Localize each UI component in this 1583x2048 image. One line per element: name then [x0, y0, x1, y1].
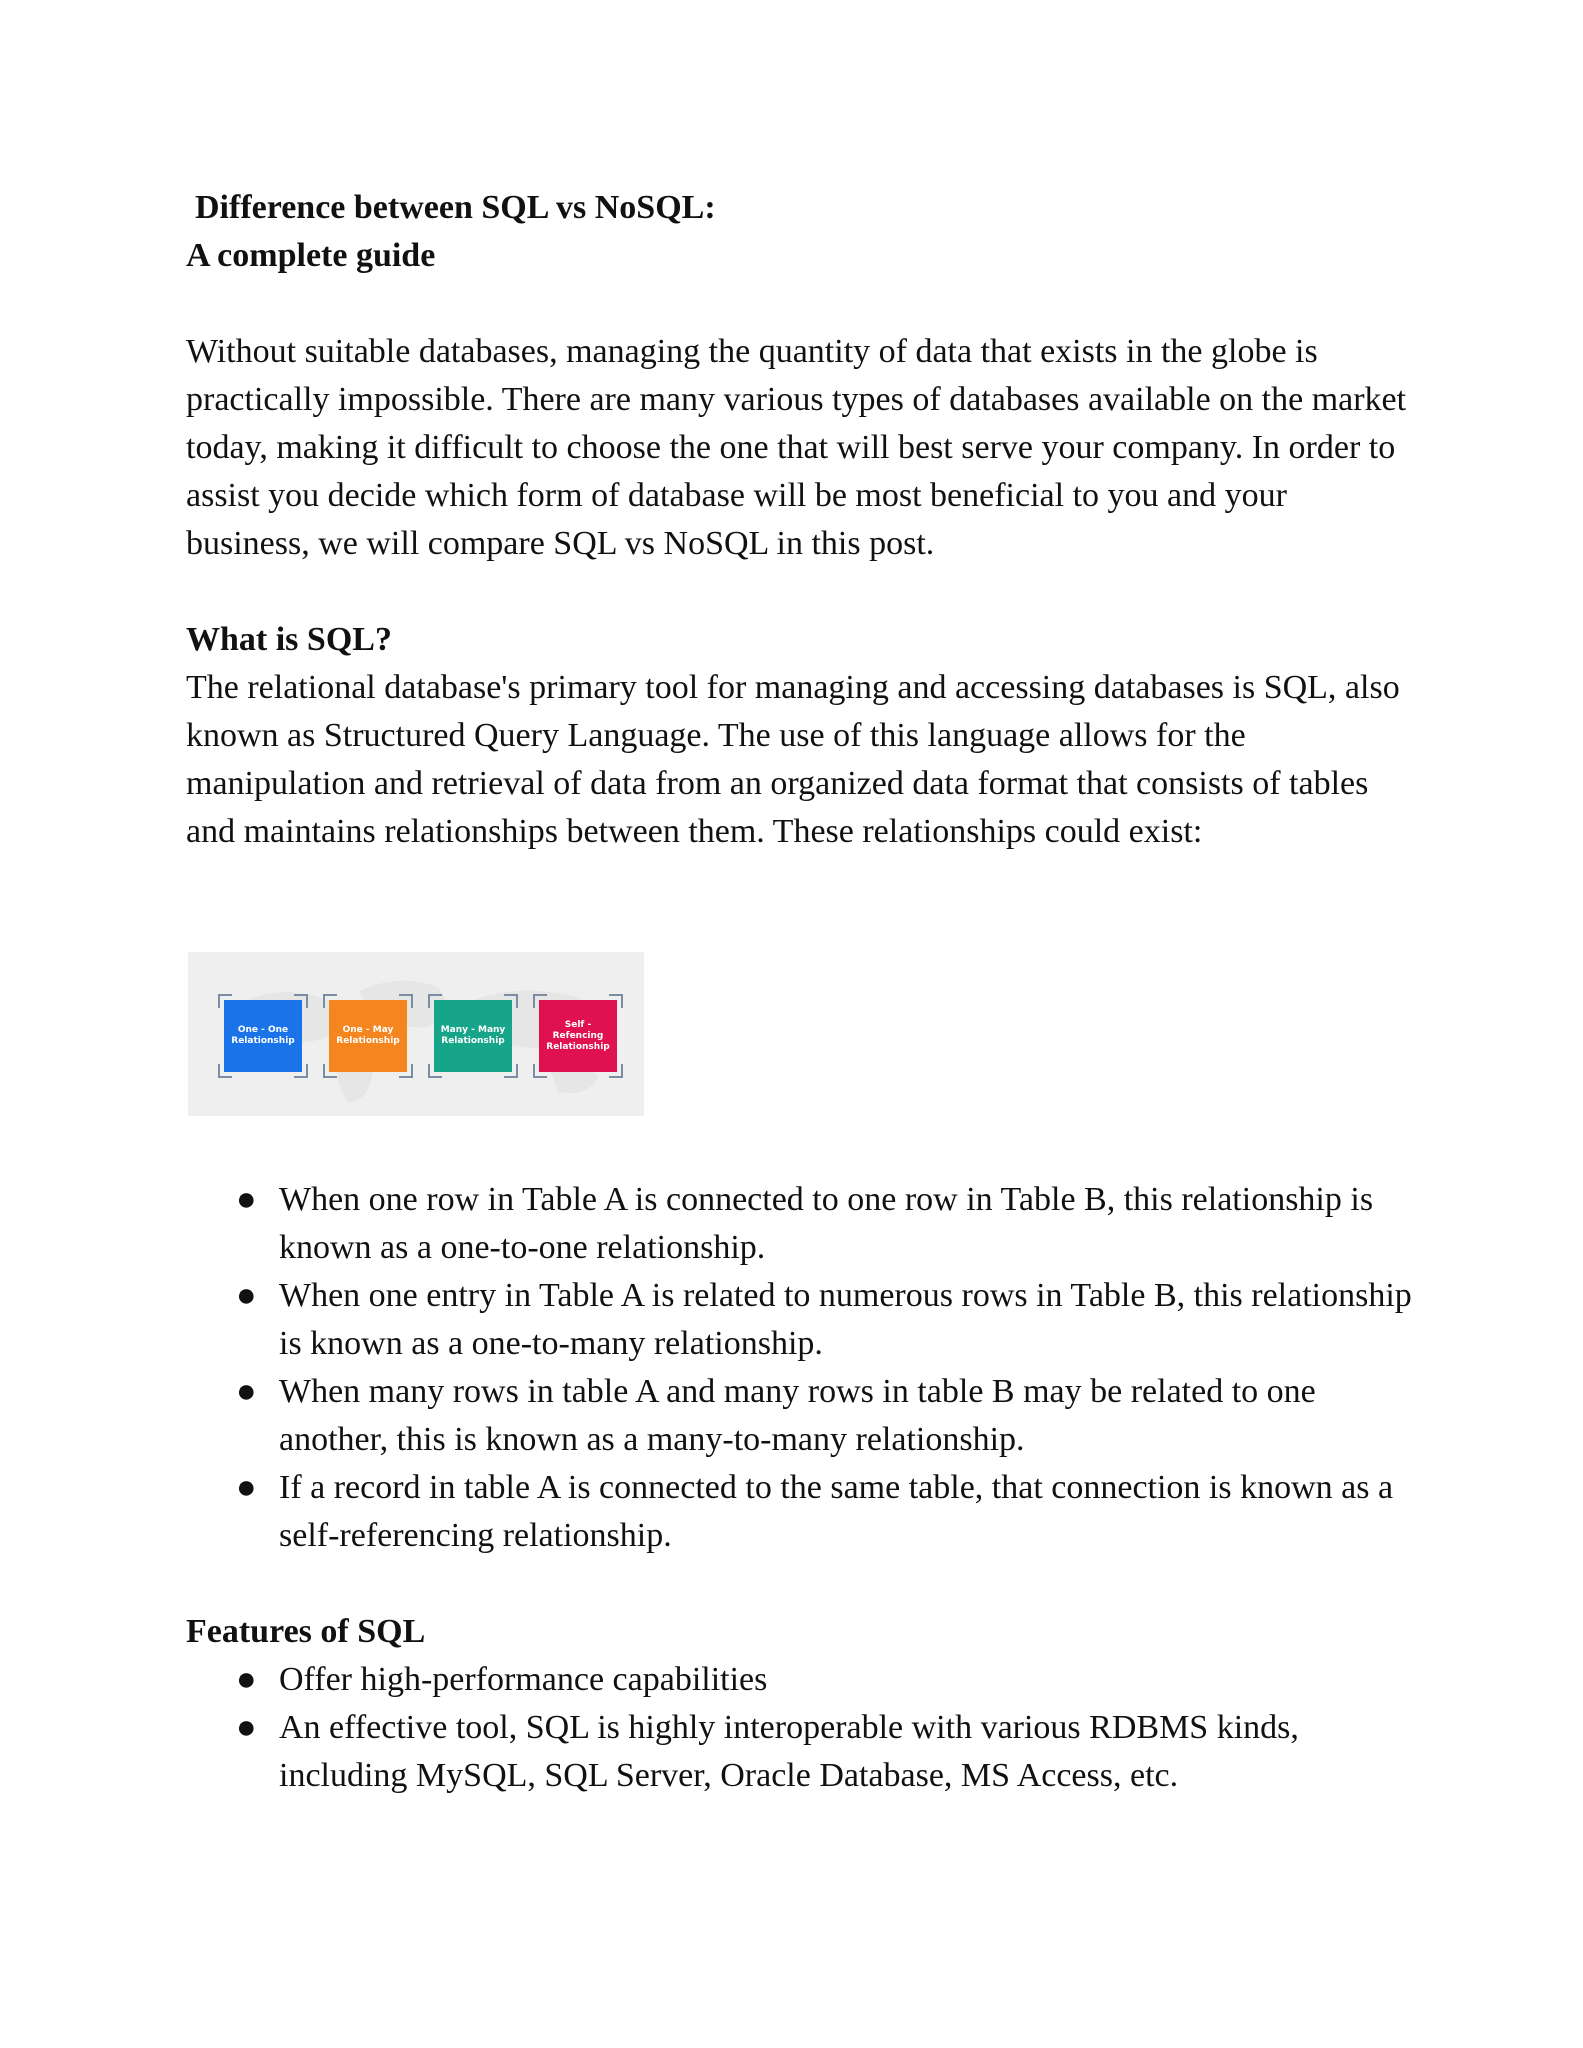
one-to-many-card — [323, 994, 413, 1078]
bullet-icon: ● — [236, 1661, 257, 1698]
relationship-types-image — [188, 952, 644, 1116]
intro-paragraph — [186, 328, 1416, 568]
features-list — [186, 1656, 1416, 1800]
list-item-text: Offer high-performance capabilities — [279, 1661, 768, 1698]
what-is-sql-body: The relational database's primary tool for managing and accessing databases is SQL, also known as Structured Query Language. The use of this language allows for the manipulation and retrieval of data from an organized data format that consists of tables and maintains relationships between them. These relationships could exist: — [186, 669, 1400, 850]
list-item-text: When one row in Table A is connected to one row in Table B, this relationship is known as a one-to-one relationship. — [279, 1181, 1374, 1266]
many-to-many-label: Many - Many Relationship — [440, 1025, 506, 1046]
what-is-sql-section — [186, 616, 1416, 856]
many-to-many-card — [428, 994, 518, 1078]
list-item — [186, 1176, 1416, 1272]
list-item — [186, 1272, 1416, 1368]
list-item — [186, 1704, 1416, 1800]
list-item-text: When one entry in Table A is related to numerous rows in Table B, this relationship is known as a one-to-many relationship. — [279, 1277, 1412, 1362]
list-item-text: An effective tool, SQL is highly interoperable with various RDBMS kinds, including MySQL, SQL Server, Oracle Database, MS Access, etc. — [279, 1709, 1299, 1794]
list-item — [186, 1368, 1416, 1464]
bullet-icon: ● — [236, 1181, 257, 1218]
bullet-icon: ● — [236, 1469, 257, 1506]
self-referencing-box — [539, 1000, 617, 1072]
title-line-1: Difference between SQL vs NoSQL: — [195, 189, 716, 226]
one-to-many-label: One - May Relationship — [336, 1025, 400, 1046]
list-item-text: When many rows in table A and many rows in table B may be related to one another, this is known as a many-to-many relationship. — [279, 1373, 1316, 1458]
title-line-2: A complete guide — [186, 237, 436, 274]
bullet-icon: ● — [236, 1373, 257, 1410]
one-to-one-box — [224, 1000, 302, 1072]
many-to-many-box — [434, 1000, 512, 1072]
one-to-one-label: One - One Relationship — [231, 1025, 295, 1046]
document-title — [186, 184, 1416, 280]
bullet-icon: ● — [236, 1277, 257, 1314]
self-referencing-card — [533, 994, 623, 1078]
features-heading: Features of SQL — [186, 1613, 426, 1650]
bullet-icon: ● — [236, 1709, 257, 1746]
one-to-many-box — [329, 1000, 407, 1072]
one-to-one-card — [218, 994, 308, 1078]
relationship-list — [186, 1176, 1416, 1560]
relationship-list-section — [186, 1176, 1416, 1560]
features-section — [186, 1608, 1416, 1800]
list-item-text: If a record in table A is connected to the same table, that connection is known as a self-referencing relationship. — [279, 1469, 1394, 1554]
list-item — [186, 1464, 1416, 1560]
intro-text: Without suitable databases, managing the quantity of data that exists in the globe is practically impossible. There are many various types of databases available on the market today, making it difficult to choose the one that will best serve your company. In order to assist you decide which form of database will be most beneficial to you and your business, we will compare SQL vs NoSQL in this post. — [186, 333, 1407, 562]
self-referencing-label: Self - Refencing Relationship — [546, 1019, 610, 1052]
what-is-sql-heading: What is SQL? — [186, 621, 392, 658]
list-item — [186, 1656, 1416, 1704]
